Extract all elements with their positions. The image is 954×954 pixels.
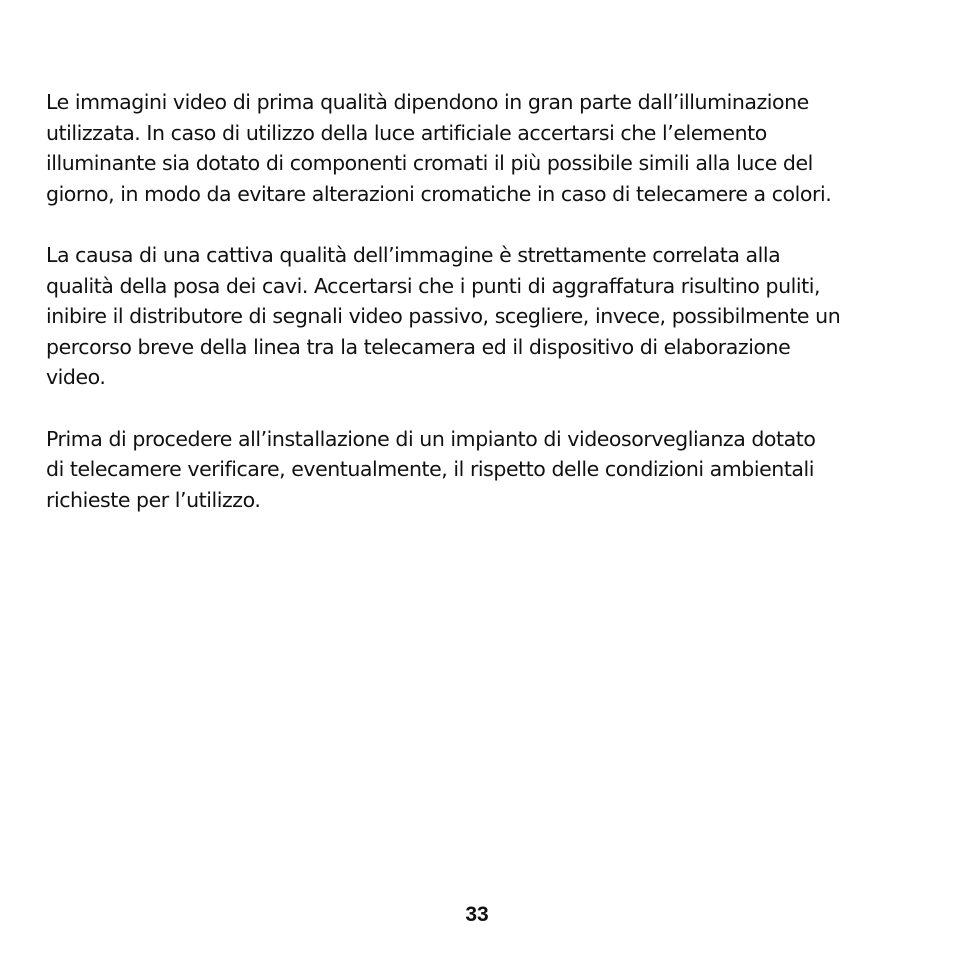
paragraph-installation <box>46 424 916 516</box>
text-line: Prima di procedere all’installazione di un impianto di videosorveglianza dotato <box>46 426 816 451</box>
paragraph-cabling <box>46 240 916 393</box>
text-line: richieste per l’utilizzo. <box>46 487 261 512</box>
text-line: inibire il distributore di segnali video passivo, scegliere, invece, possibilmente un <box>46 304 841 328</box>
text-line: qualità della posa dei cavi. Accertarsi che i punti di aggraffatura risultino puliti, <box>46 273 821 298</box>
paragraph-lighting <box>46 87 916 209</box>
text-line: giorno, in modo da evitare alterazioni cromatiche in caso di telecamere a colori. <box>46 181 832 206</box>
text-line: di telecamere verificare, eventualmente, il rispetto delle condizioni ambientali <box>46 457 815 481</box>
text-line: video. <box>46 365 106 389</box>
text-line: illuminante sia dotato di componenti cromati il più possibile simili alla luce del <box>46 151 813 175</box>
text-line: percorso breve della linea tra la telecamera ed il dispositivo di elaborazione <box>46 334 791 359</box>
text-line: Le immagini video di prima qualità dipendono in gran parte dall’illuminazione <box>46 90 809 114</box>
text-line: utilizzata. In caso di utilizzo della luce artificiale accertarsi che l’elemento <box>46 120 767 145</box>
text-line: La causa di una cattiva qualità dell’immagine è strettamente correlata alla <box>46 243 781 267</box>
page-number: 33 <box>465 903 489 926</box>
body-text <box>46 87 916 546</box>
